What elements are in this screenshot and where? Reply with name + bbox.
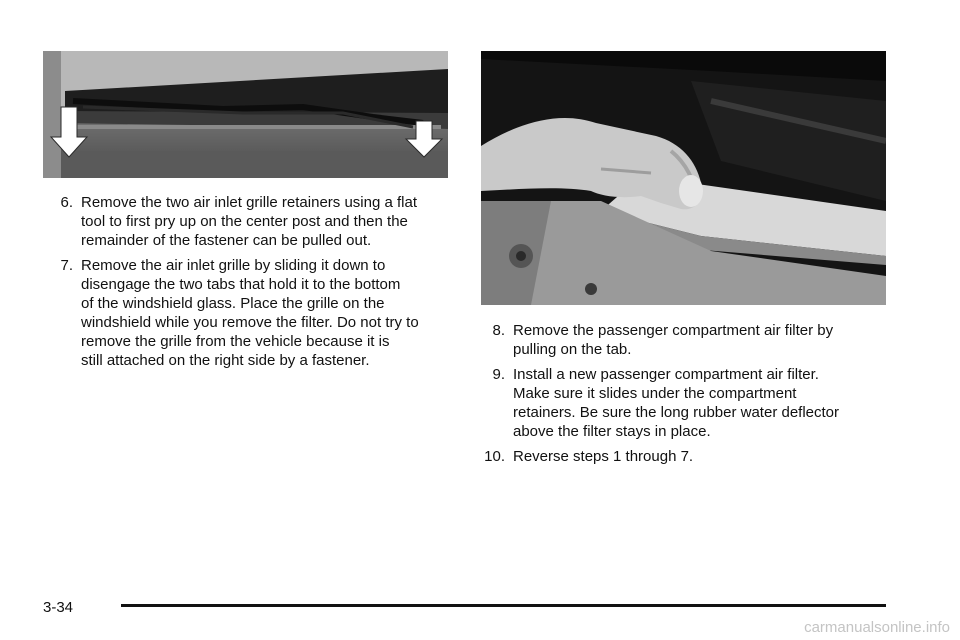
list-item xyxy=(482,447,882,466)
step-number: 8. xyxy=(492,322,505,339)
step-number: 6. xyxy=(60,194,73,211)
footer-divider xyxy=(121,604,886,607)
watermark: carmanualsonline.info xyxy=(804,619,950,636)
list-item xyxy=(50,256,455,370)
list-item xyxy=(482,321,882,359)
step-text: Reverse steps 1 through 7. xyxy=(513,448,694,465)
step-text: Install a new passenger compartment air filter. Make sure it slides under the compartment retainers. Be sure the long rubber water deflector above the filter stays in place. xyxy=(513,366,840,440)
step-text: Remove the two air inlet grille retainers using a flat tool to first pry up on the center post and then the remainder of the fastener can be pulled out. xyxy=(81,194,417,249)
grille-retainers-photo xyxy=(43,51,448,178)
filter-removal-photo xyxy=(481,51,886,305)
step-number: 10. xyxy=(484,448,505,465)
step-text: Remove the air inlet grille by sliding it down to disengage the two tabs that hold it to the bottom of the windshield glass. Place the grille on the windshield while you remove the filter. Do not try to remove the grille from the vehicle because it is still attached on the right side by a fastener. xyxy=(81,257,419,369)
list-item xyxy=(50,193,455,250)
left-steps-list xyxy=(50,193,455,376)
step-number: 9. xyxy=(492,366,505,383)
step-text: Remove the passenger compartment air filter by pulling on the tab. xyxy=(513,322,834,358)
page-number: 3-34 xyxy=(43,599,74,616)
step-number: 7. xyxy=(60,257,73,274)
right-steps-list xyxy=(482,321,882,472)
list-item xyxy=(482,365,882,441)
